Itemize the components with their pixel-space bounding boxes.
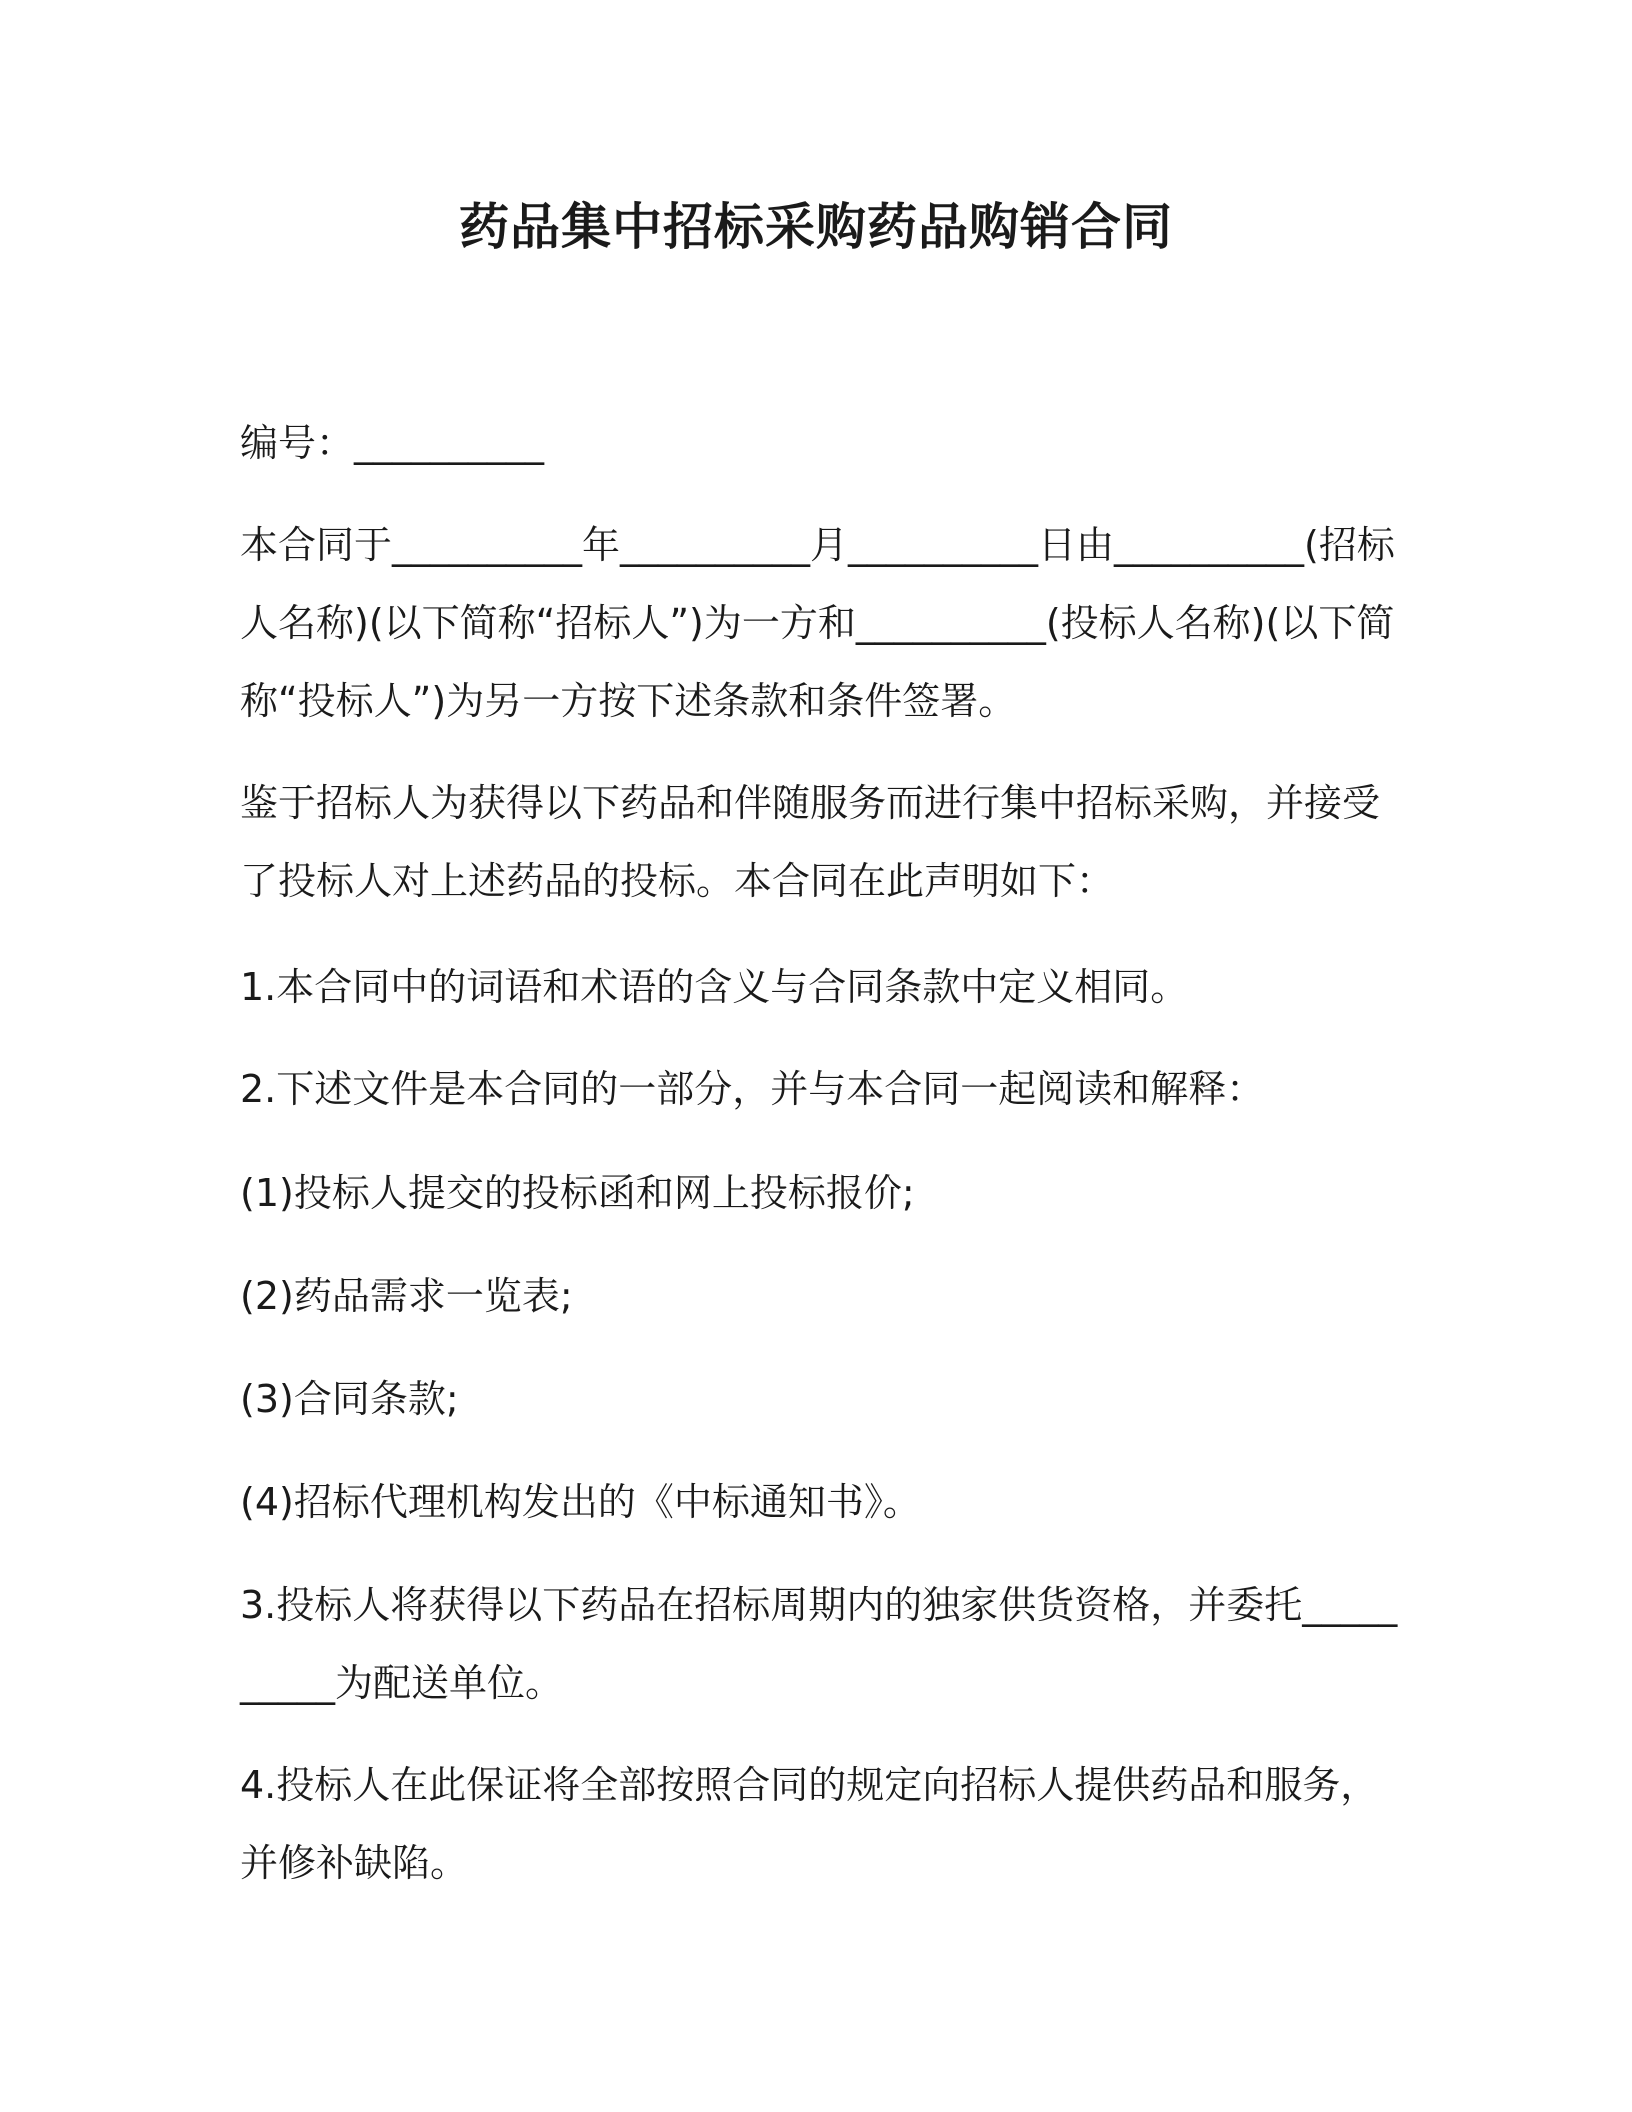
clause-4: 4.投标人在此保证将全部按照合同的规定向招标人提供药品和服务，并修补缺陷。: [240, 1763, 1379, 1885]
clause-2-item-4: (4)招标代理机构发出的《中标通知书》。: [240, 1480, 921, 1524]
document-title: 药品集中招标采购药品购销合同: [459, 198, 1173, 256]
clause-2-item-3: (3)合同条款;: [240, 1377, 459, 1421]
clause-2-item-2: (2)药品需求一览表;: [240, 1274, 573, 1318]
whereas-paragraph: 鉴于招标人为获得以下药品和伴随服务而进行集中招标采购，并接受了投标人对上述药品的投标。本合同在此声明如下：: [240, 781, 1381, 903]
clause-2-item-1: (1)投标人提交的投标函和网上投标报价;: [240, 1171, 915, 1215]
clause-1: 1.本合同中的词语和术语的含义与合同条款中定义相同。: [240, 965, 1189, 1009]
clause-3: 3.投标人将获得以下药品在招标周期内的独家供货资格，并委托__________为配送单位。: [240, 1583, 1398, 1705]
contract-number-line: 编号：__________: [240, 421, 545, 465]
clause-2: 2.下述文件是本合同的一部分，并与本合同一起阅读和解释：: [240, 1067, 1265, 1111]
intro-paragraph: 本合同于__________年__________月__________日由__________(招标人名称)(以下简称“招标人”)为一方和__________(投标人名称)(以下简称“投标人”)为另一方按下述条款和条件签署。: [240, 523, 1395, 723]
